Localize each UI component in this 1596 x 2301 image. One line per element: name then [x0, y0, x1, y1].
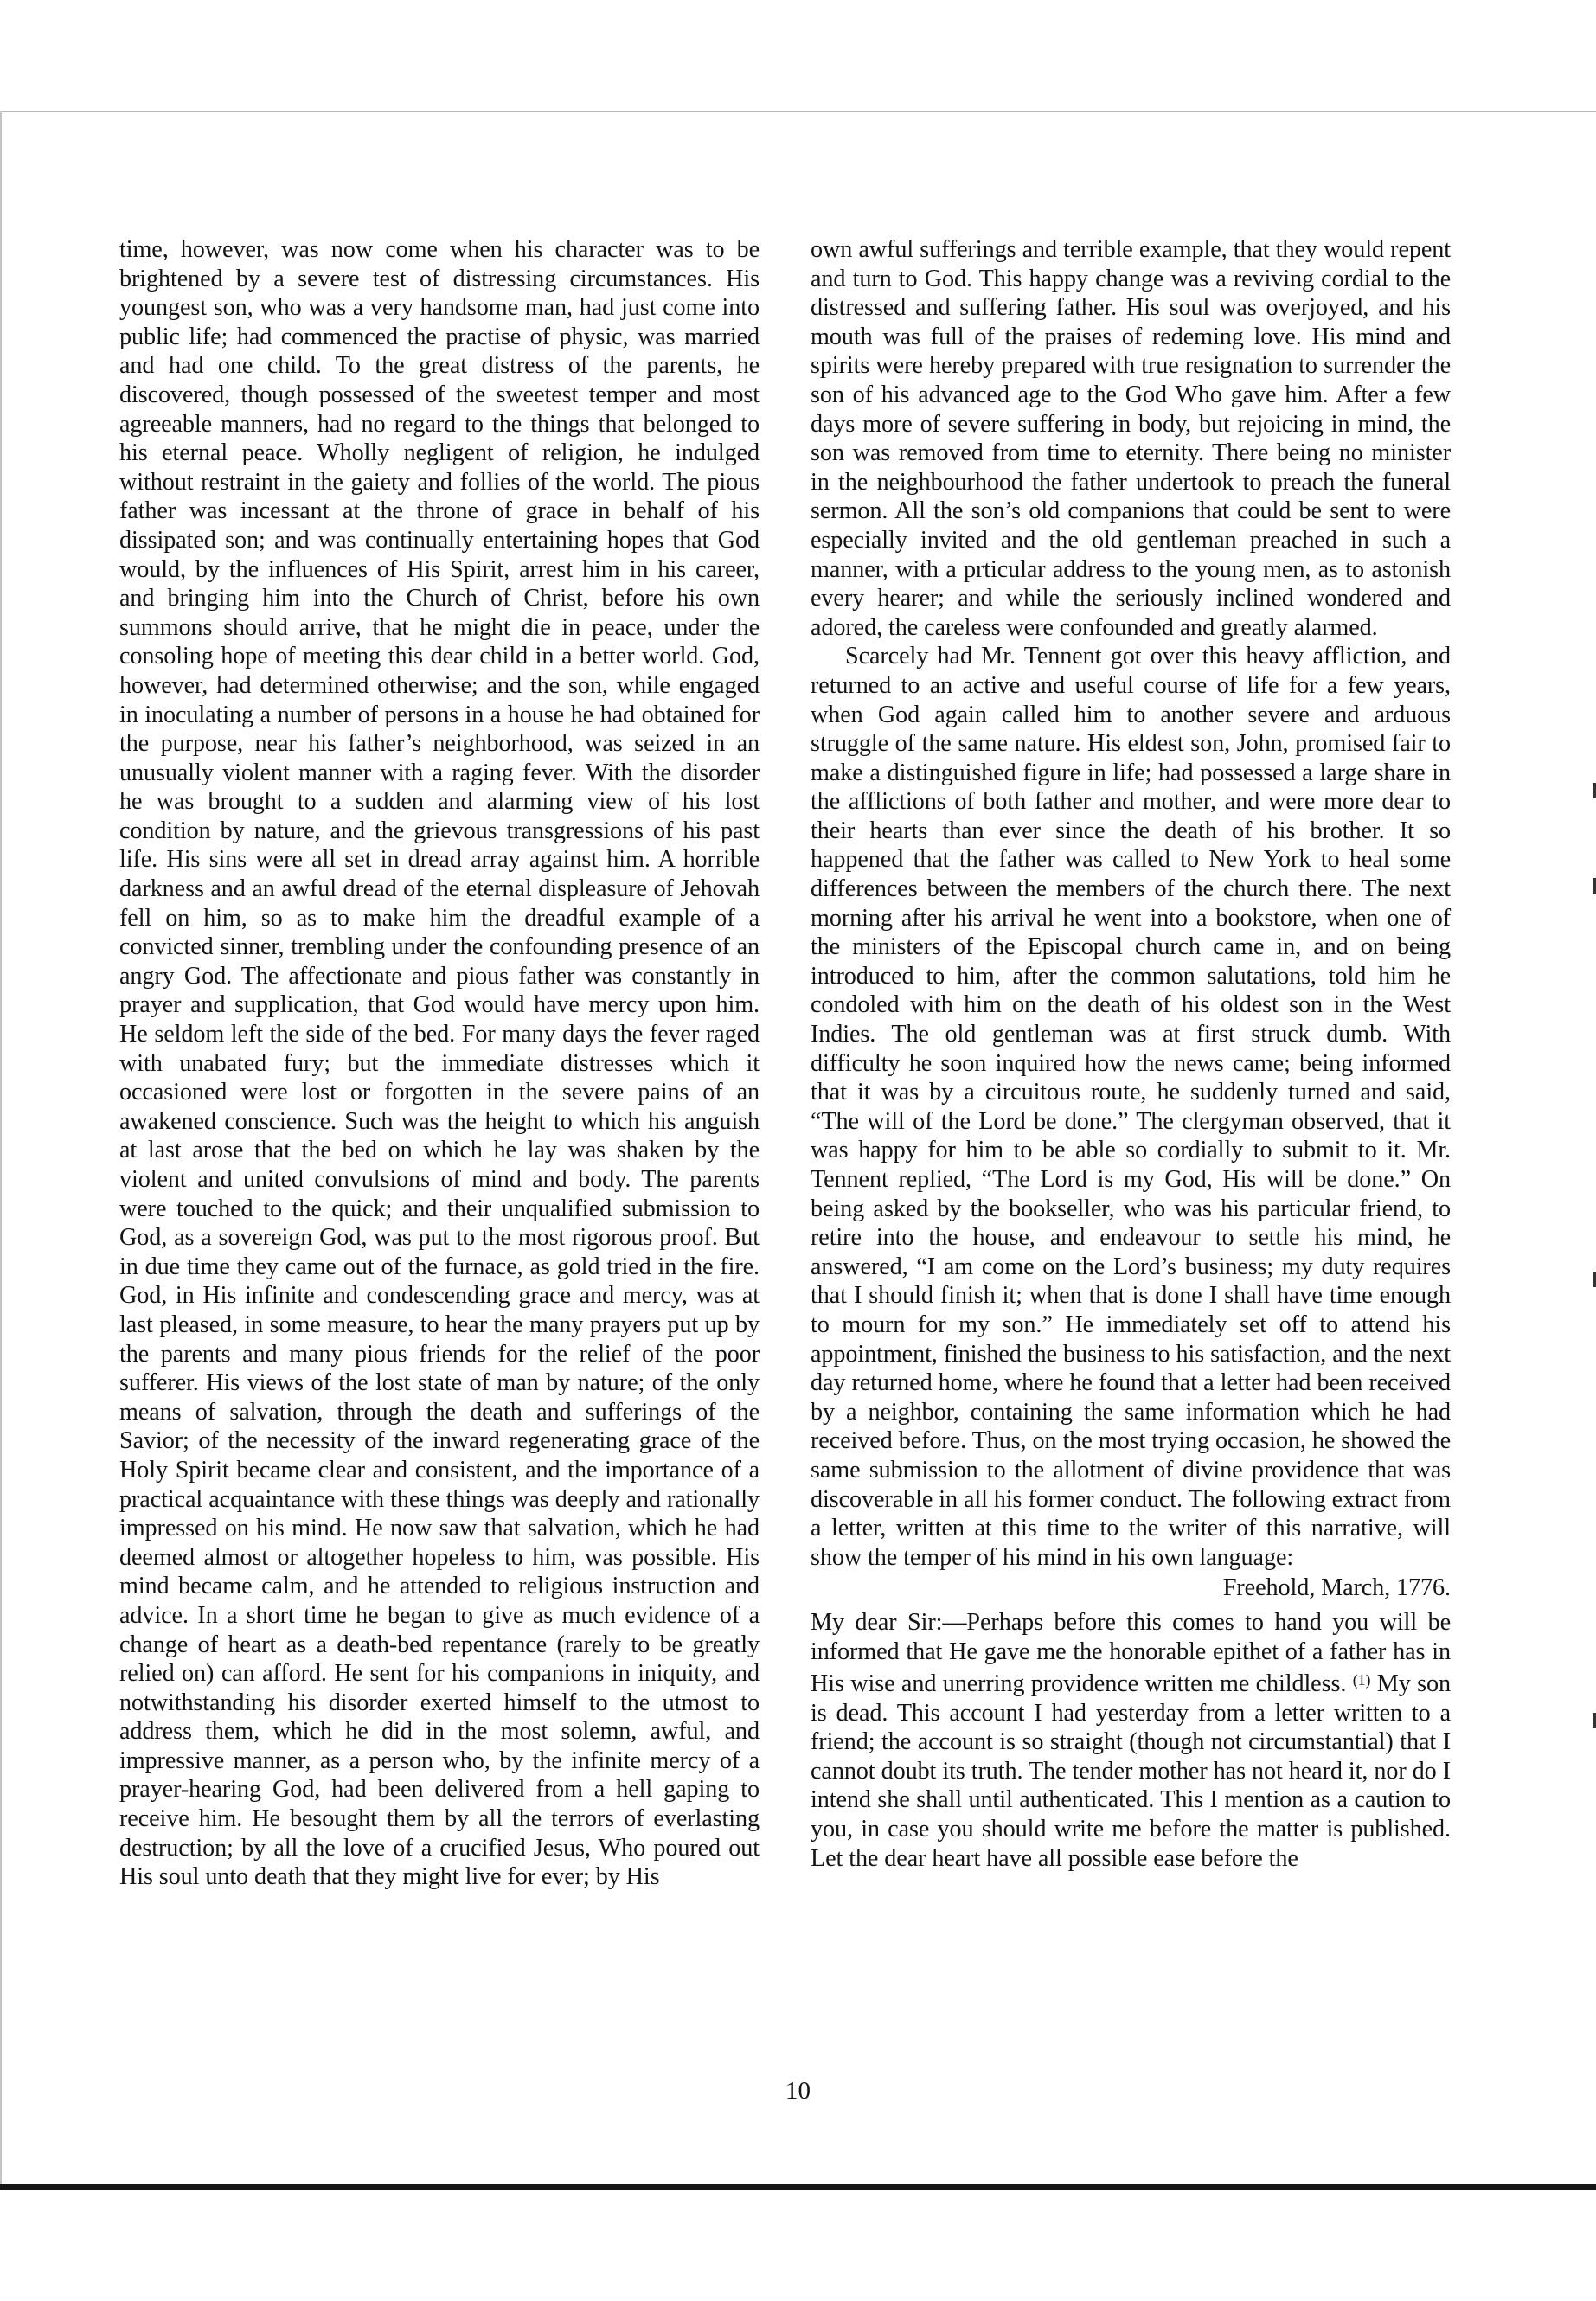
letter-text-after-note: My son is dead. This account I had yesterday from a letter written to a friend; the account is so straight (though not circumstantial) that I cannot doubt its truth. The tender mother has not heard it, nor do I intend she shall until authenticated. This I mention as a caution to you, in case you should write me before the matter is published. Let the dear heart have all possible ease before the — [811, 1670, 1452, 1872]
scan-edge-mark — [1593, 1272, 1596, 1287]
right-paragraph-2: Scarcely had Mr. Tennent got over this heavy affliction, and returned to an active and useful course of life for a few years, when God again called him to another severe and arduous struggle of the same nature. His eldest son, John, promised fair to make a distinguished figure in life; had possessed a large share in the afflictions of both father and mother, and were more dear to their hearts than ever since the death of his brother. It so happened that the father was called to New York to heal some differences between the members of the church there. The next morning after his arrival he went into a bookstore, when one of the ministers of the Episcopal church came in, and on being introduced to him, after the common salutations, told him he condoled with him on the death of his oldest son in the West Indies. The old gentleman was at first struck dumb. With difficulty he soon inquired how the news came; being informed that it was by a circuitous route, he suddenly turned and said, “The will of the Lord be done.” The clergyman observed, that it was happy for him to be able so cordially to submit to it. Mr. Tennent replied, “The Lord is my God, His will be done.” On being asked by the bookseller, who was his particular friend, to retire into the house, and endeavour to settle his mind, he answered, “I am come on the Lord’s business; my duty requires that I should finish it; when that is done I shall have time enough to mourn for my son.” He immediately set off to attend his appointment, finished the business to his satisfaction, and the next day returned home, where he found that a letter had been received by a neighbor, containing the same information which he had received before. Thus, on the most trying occasion, he showed the same submission to the allotment of divine providence that was discoverable in all his former conduct. The following extract from a letter, written at this time to the writer of this narrative, will show the temper of his mind in his own language: — [811, 643, 1451, 1571]
right-paragraph-1: own awful sufferings and terrible example, that they would repent and turn to God. This happy change was a reviving cordial to the distressed and suffering father. His soul was overjoyed, and his mouth was full of the praises of redeming love. His mind and spirits were hereby prepared with true resignation to surrender the son of his advanced age to the God Who gave him. After a few days more of severe suffering in body, but rejoicing in mind, the son was removed from time to eternity. There being no minister in the neighbourhood the father undertook to preach the funeral sermon. All the son’s old companions that could be sent to were especially invited and the old gentleman preached in such a manner, with a prticular address to the young men, as to astonish every hearer; and while the seriously inclined wondered and adored, the careless were confounded and greatly alarmed. — [811, 236, 1451, 641]
left-paragraph-1: time, however, was now come when his character was to be brightened by a severe test of distressing circumstances. His youngest son, who was a very handsome man, had just come into public life; had commenced the practise of physic, was married and had one child. To the great distress of the parents, he discovered, though possessed of the sweetest temper and most agreeable manners, had no regard to the things that belonged to his eternal peace. Wholly negligent of religion, he indulged without restraint in the gaiety and follies of the world. The pious father was incessant at the throne of grace in behalf of his dissipated son; and was continually entertaining hopes that God would, by the influences of His Spirit, arrest him in his career, and bringing him into the Church of Christ, before his own summons should arrive, that he might die in peace, under the consoling hope of meeting this dear child in a better world. God, however, had determined otherwise; and the son, while engaged in inoculating a number of persons in a house he had obtained for the purpose, near his father’s neighborhood, was seized in an unusually violent manner with a raging fever. With the disorder he was brought to a sudden and alarming view of his lost condition by nature, and the grievous transgressions of his past life. His sins were all set in dread array against him. A horrible darkness and an awful dread of the eternal displeasure of Jehovah fell on him, so as to make him the dreadful example of a convicted sinner, trembling under the confounding presence of an angry God. The affectionate and pious father was constantly in prayer and supplication, that God would have mercy upon him. He seldom left the side of the bed. For many days the fever raged with unabated fury; but the immediate distresses which it occasioned were lost or forgotten in the severe pains of an awakened conscience. Such was the height to which his anguish at last arose that the bed on which he lay was shaken by the violent and united convulsions of mind and body. The parents were touched to the quick; and their unqualified submission to God, as a sovereign God, was put to the most rigorous proof. But in due time they came out of the furnace, as gold tried in the fire. God, in His infinite and condescending grace and mercy, was at last pleased, in some measure, to hear the many prayers put up by the parents and many pious friends for the relief of the poor sufferer. His views of the lost state of man by nature; of the only means of salvation, through the death and sufferings of the Savior; of the necessity of the inward regenerating grace of the Holy Spirit became clear and consistent, and the importance of a practical acquaintance with these things was deeply and rationally impressed on his mind. He now saw that salvation, which he had deemed almost or altogether hopeless to him, was possible. His mind became calm, and he attended to religious instruction and advice. In a short time he began to give as much evidence of a change of heart as a death-bed repentance (rarely to be greatly relied on) can afford. He sent for his companions in iniquity, and notwithstanding his disorder exerted himself to the utmost to address them, which he did in the most solemn, awful, and impressive manner, as a person who, by the infinite mercy of a prayer-hearing God, had been delivered from a hell gaping to receive him. He besought them by all the terrors of everlasting destruction; by all the love of a crucified Jesus, Who poured out His soul unto death that they might live for ever; by His — [119, 236, 760, 1891]
scan-edge-mark — [1593, 878, 1596, 894]
scan-edge-mark — [1593, 783, 1596, 798]
letter-text-before-note: My dear Sir:—Perhaps before this comes to hand you will be informed that He gave me the honorable epithet of a father has in His wise and unerring providence written me childless. — [811, 1608, 1451, 1698]
scan-border-left — [0, 111, 2, 2187]
scan-border-top — [0, 111, 1596, 112]
page-number: 10 — [785, 2077, 811, 2105]
left-column — [119, 235, 760, 1892]
letter-dateline: Freehold, March, 1776. — [1222, 1574, 1451, 1602]
right-column — [811, 235, 1451, 1873]
scan-border-bottom — [0, 2184, 1596, 2190]
scan-edge-mark — [1593, 1713, 1596, 1728]
letter-body — [811, 1608, 1451, 1873]
footnote-marker: (1) — [1352, 1671, 1371, 1689]
